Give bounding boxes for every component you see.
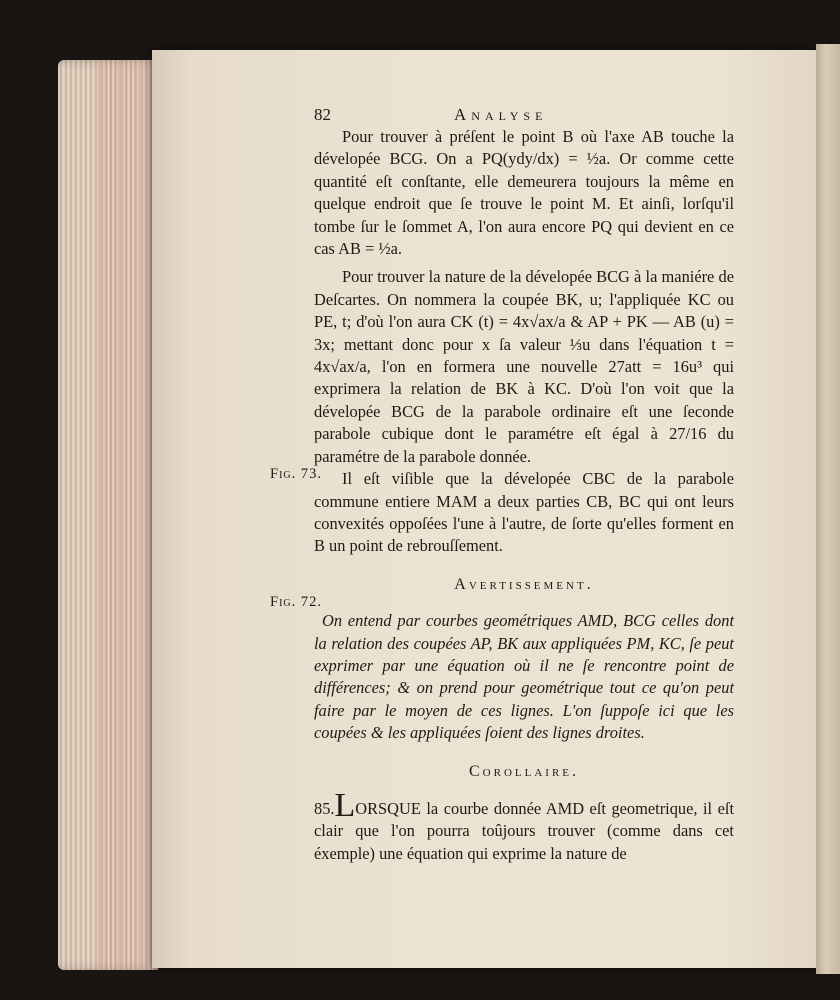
right-page-edge	[816, 44, 840, 974]
corollaire-heading: Corollaire.	[469, 762, 579, 780]
page-header	[314, 105, 732, 127]
drop-cap: L	[334, 786, 356, 824]
paragraph-5-text: ORSQUE la courbe donnée AMD eſt geometrique, il eſt clair que l'on pourra toûjours trouver (comme dans cet éxemple) une équation qui exprime la nature de	[314, 798, 734, 863]
figure-ref-73: Fig. 73.	[270, 466, 322, 482]
paragraph-3: Il eſt viſible que la dévelopée CBC de la parabole commune entiere MAM a deux parties CB, BC qui ont leurs convexités oppoſées l'une à l'autre, de ſorte qu'elles forment en B un point de rebrouſſement.	[314, 469, 734, 556]
paragraph-2: Pour trouver la nature de la dévelopée BCG à la maniére de Deſcartes. On nommera la coupée BK, u; l'appliquée KC ou PE, t; d'où l'on aura CK (t) = 4x√ax/a & AP + PK — AB (u) = 3x; mettant donc pour x ſa valeur ⅓u dans l'équation t = 4x√ax/a, l'on en formera une nouvelle 27att = 16u³ qui exprimera la relation de BK à KC. D'où l'on voit que la dévelopée BCG de la parabole ordinaire eſt une ſeconde parabole cubique dont le paramétre eſt égal à 27/16 du paramétre de la parabole donnée.	[314, 267, 734, 466]
page-edges	[58, 60, 158, 970]
paragraph-1: Pour trouver à préſent le point B où l'axe AB touche la dévelopée BCG. On a PQ(ydy/dx) = ½a. Or comme cette quantité eſt conſtante, elle demeurera toujours la même en quelque endroit que ſe trouve le point M. Et ainſi, lorſqu'il tombe ſur le ſommet A, l'on aura encore PQ qui devient en ce cas AB = ½a.	[314, 127, 734, 259]
page-number: 82	[314, 105, 331, 124]
paragraph-5	[314, 786, 734, 865]
page-body	[314, 126, 734, 865]
figure-ref-72: Fig. 72.	[270, 594, 322, 610]
avertissement-heading: Avertissement.	[454, 575, 594, 593]
paragraph-4: On entend par courbes geométriques AMD, BCG celles dont la relation des coupées AP, BK aux appliquées PM, KC, ſe peut exprimer par une équation où il ne ſe rencontre point de différences; & on prend pour geométrique tout ce qu'on peut faire par le moyen de ces lignes. L'on ſuppoſe ici que les coupées & les appliquées ſoient des lignes droites.	[314, 611, 734, 743]
article-number: 85.	[314, 798, 335, 818]
running-title: Analyse	[454, 105, 548, 124]
